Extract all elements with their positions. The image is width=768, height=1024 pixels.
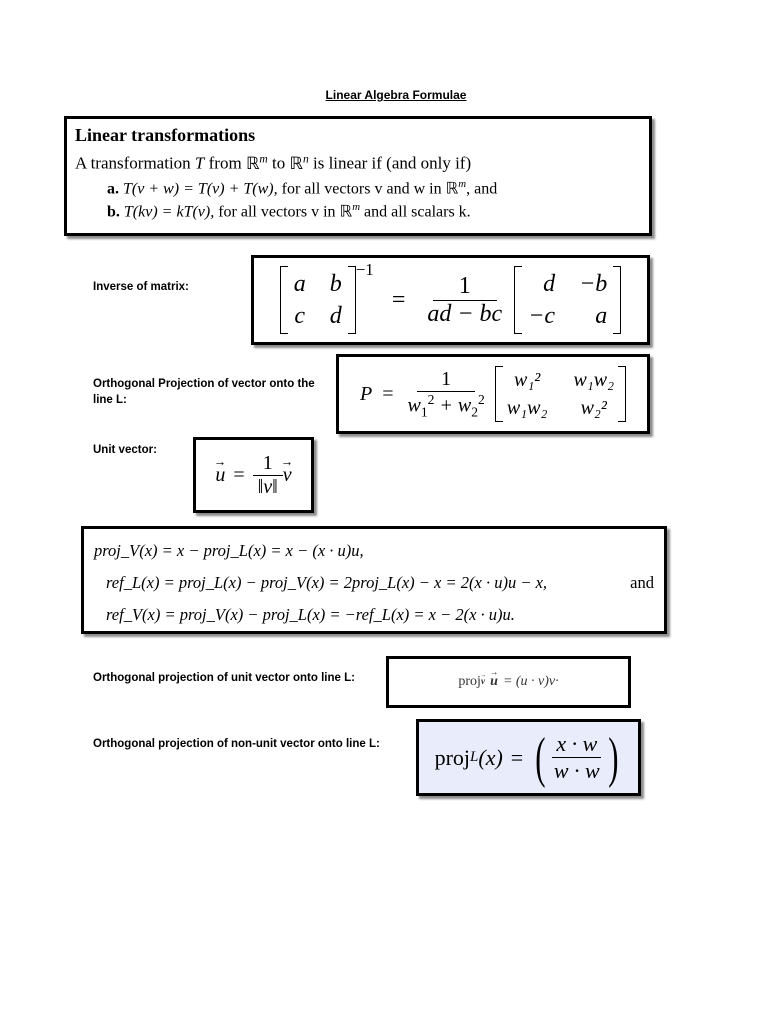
orth-unit-label: Orthogonal projection of unit vector onto line L:	[93, 672, 355, 684]
condition-b-tail: for all vectors v in ℝ	[218, 203, 353, 221]
nonunit-proj-text: proj	[434, 744, 471, 770]
unit-v: → v	[283, 464, 292, 487]
page-title: Linear Algebra Formulae	[325, 88, 467, 102]
ref-L-and: and	[630, 573, 654, 592]
unit-proj-rest: = (u · v)v·	[502, 674, 559, 689]
projection-denominator: $w_1^2 + w_2^2$	[407, 391, 485, 420]
nonunit-proj-sub: L	[470, 749, 479, 765]
unit-fraction: $\frac{1}{‖v‖}$	[253, 452, 283, 499]
intro-Rn: ℝ$^n$	[289, 152, 309, 173]
proj-V-line: proj_V(x) = x − proj_L(x) = x − (x · u)u,	[94, 541, 364, 560]
projection-reflection-box	[81, 526, 667, 634]
nonunit-projection-box: proj L (x) = ( $\frac{x \cdot w}{w \cdot w}$ )	[416, 719, 641, 796]
nonunit-proj-arg: (x)	[478, 744, 503, 770]
condition-b-equation: T(kv) = kT(v),	[123, 203, 215, 221]
intro-text-2: from	[208, 153, 242, 173]
intro-text-3: to	[272, 153, 286, 173]
linear-def-intro	[75, 152, 641, 174]
projection-matrix: w₁² w₁w₂ w₁w₂ w₂²	[495, 366, 626, 422]
matrix-abcd: a b c d	[280, 266, 356, 334]
intro-text-4: is linear if (and only if)	[312, 153, 472, 173]
intro-T: T	[194, 153, 205, 173]
condition-a-equation: T(v + w) = T(v) + T(w),	[123, 179, 278, 197]
condition-a-end: , and	[466, 179, 498, 197]
intro-Rm: ℝ$^m$	[245, 152, 268, 173]
condition-b-end: and all scalars k.	[364, 203, 471, 221]
intro-text-1: A transformation	[75, 153, 191, 173]
orth-proj-label: Orthogonal Projection of vector onto the line L:	[93, 378, 315, 406]
inverse-matrix-box: a b c d $^{-1}$ = $\frac{1}{ad - bc}$ d −b −c a	[251, 255, 650, 345]
inverse-fraction: $\frac{1}{ad - bc}$	[427, 272, 503, 327]
orth-nonunit-label: Orthogonal projection of non-unit vector onto line L:	[93, 738, 380, 750]
P-symbol: P	[359, 382, 373, 405]
projection-matrix-box: P = $\frac{1}{w_1^2 + w_2^2}$ w₁² w₁w₂ w₁w₂ w₂²	[336, 354, 650, 434]
projection-fraction: $\frac{1}{w_1^2 + w_2^2}$	[403, 368, 488, 421]
condition-a: a. T(v + w) = T(v) + T(w), for all vectors v and w in ℝ$^m$, and	[107, 177, 498, 197]
unit-vector-label: Unit vector:	[93, 444, 157, 456]
unit-vector-box: → u = $\frac{1}{‖v‖}$ → v	[193, 437, 314, 513]
matrix-adjugate: d −b −c a	[514, 266, 621, 334]
condition-b: b. T(kv) = kT(v), for all vectors v in ℝ$^m$ and all scalars k.	[107, 200, 471, 221]
unit-proj-u: → u	[490, 674, 498, 690]
unit-proj-sub: → v	[481, 677, 485, 687]
inverse-label: Inverse of matrix:	[93, 281, 189, 293]
unit-u: → u	[215, 464, 225, 487]
condition-b-marker: b.	[107, 203, 120, 221]
inverse-exponent: −1	[355, 260, 374, 279]
nonunit-fraction: $\frac{x \cdot w}{w \cdot w}$	[553, 731, 600, 783]
condition-a-marker: a.	[107, 179, 119, 197]
ref-L-line: ref_L(x) = proj_L(x) − proj_V(x) = 2proj_L(x) − x = 2(x · u)u − x, and	[106, 573, 654, 592]
unit-proj-text: proj	[458, 674, 481, 689]
linear-transformations-heading: Linear transformations	[75, 125, 256, 145]
linear-transformations-box	[64, 116, 652, 236]
unit-projection-box	[386, 656, 631, 708]
condition-a-tail: for all vectors v and w in ℝ	[281, 179, 459, 197]
ref-V-line: ref_V(x) = proj_V(x) − proj_L(x) = −ref_L(x) = x − 2(x · u)u.	[106, 605, 515, 624]
